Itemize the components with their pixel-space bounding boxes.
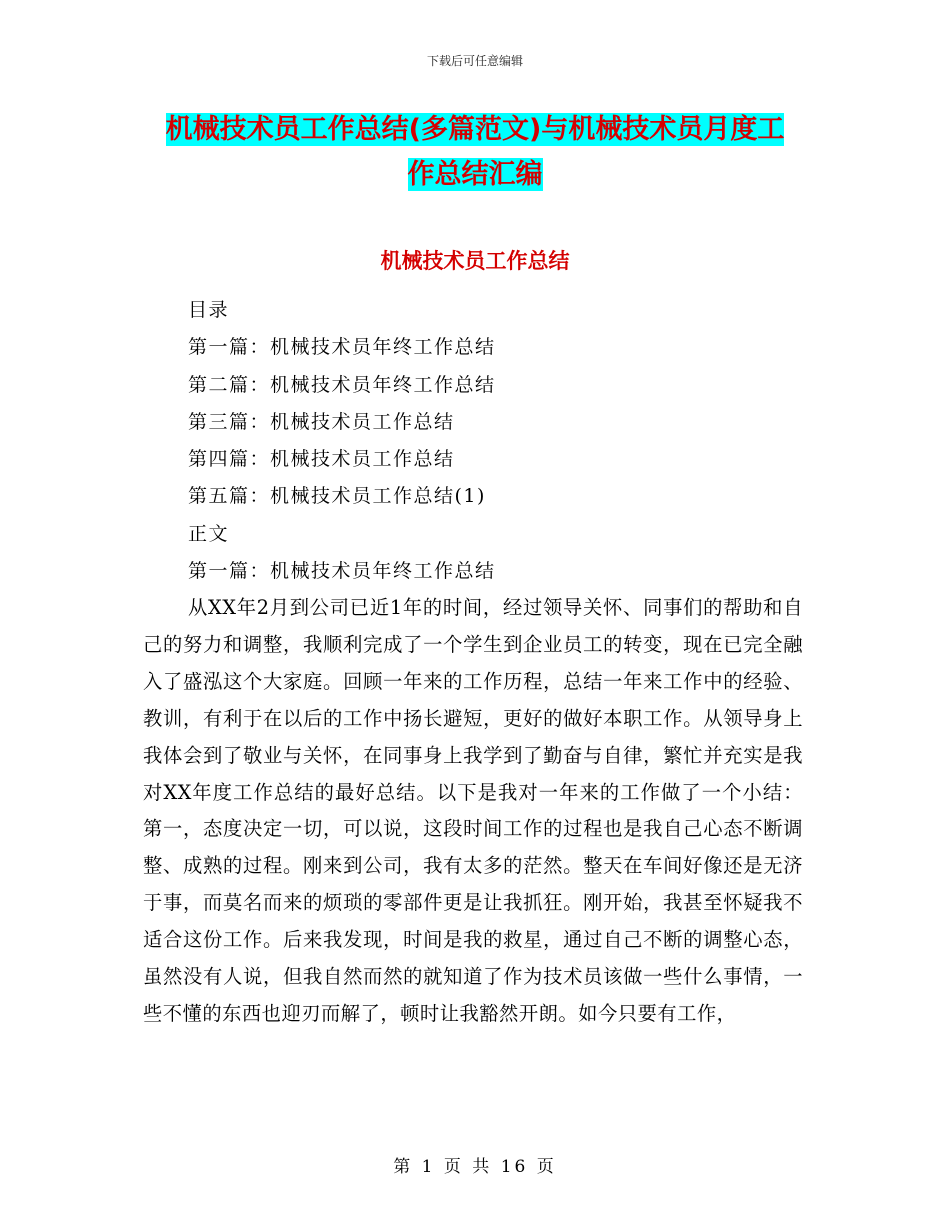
section-title: 机械技术员工作总结 [380, 249, 570, 273]
document-title-line-1 [150, 107, 800, 153]
toc-item: 第三篇：机械技术员工作总结 [188, 410, 455, 433]
page-footer: 第 1 页 共 16 页 [393, 1157, 557, 1177]
title-text-1: 机械技术员工作总结(多篇范文)与机械技术员月度工 [165, 114, 785, 145]
page-header: 下载后可任意编辑 [426, 54, 523, 68]
body-paragraph: 从XX年2月到公司已近1年的时间，经过领导关怀、同事们的帮助和自己的努力和调整，我顺利完成了一个学生到企业员工的转变，现在已完全融入了盛泓这个大家庭。回顾一年来的工作历程，总结一年来工作中的经验、教训，有利于在以后的工作中扬长避短，更好的做好本职工作。从领导身上我体会到了敬业与关怀，在同事身上我学到了勤奋与自律，繁忙并充实是我对XX年度工作总结的最好总结。以下是我对一年来的工作做了一个小结：第一，态度决定一切，可以说，这段时间工作的过程也是我自己心态不断调整、成熟的过程。刚来到公司，我有太多的茫然。整天在车间好像还是无济于事，而莫名而来的烦琐的零部件更是让我抓狂。刚开始，我甚至怀疑我不适合这份工作。后来我发现，时间是我的救星，通过自己不断的调整心态，虽然没有人说，但我自然而然的就知道了作为技术员该做一些什么事情，一些不懂的东西也迎刃而解了，顿时让我豁然开朗。如今只要有工作， [143, 596, 803, 1025]
toc-item: 第五篇：机械技术员工作总结(1) [188, 485, 486, 508]
toc-heading: 目录 [188, 299, 230, 321]
body-heading: 正文 [188, 522, 230, 545]
table-of-contents [188, 292, 496, 590]
toc-item: 第一篇：机械技术员年终工作总结 [188, 336, 496, 359]
document-title-line-2 [150, 152, 800, 198]
chapter-heading: 第一篇：机械技术员年终工作总结 [188, 560, 496, 583]
title-text-2: 作总结汇编 [407, 159, 543, 190]
toc-item: 第二篇：机械技术员年终工作总结 [188, 373, 496, 396]
toc-item: 第四篇：机械技术员工作总结 [188, 448, 455, 471]
